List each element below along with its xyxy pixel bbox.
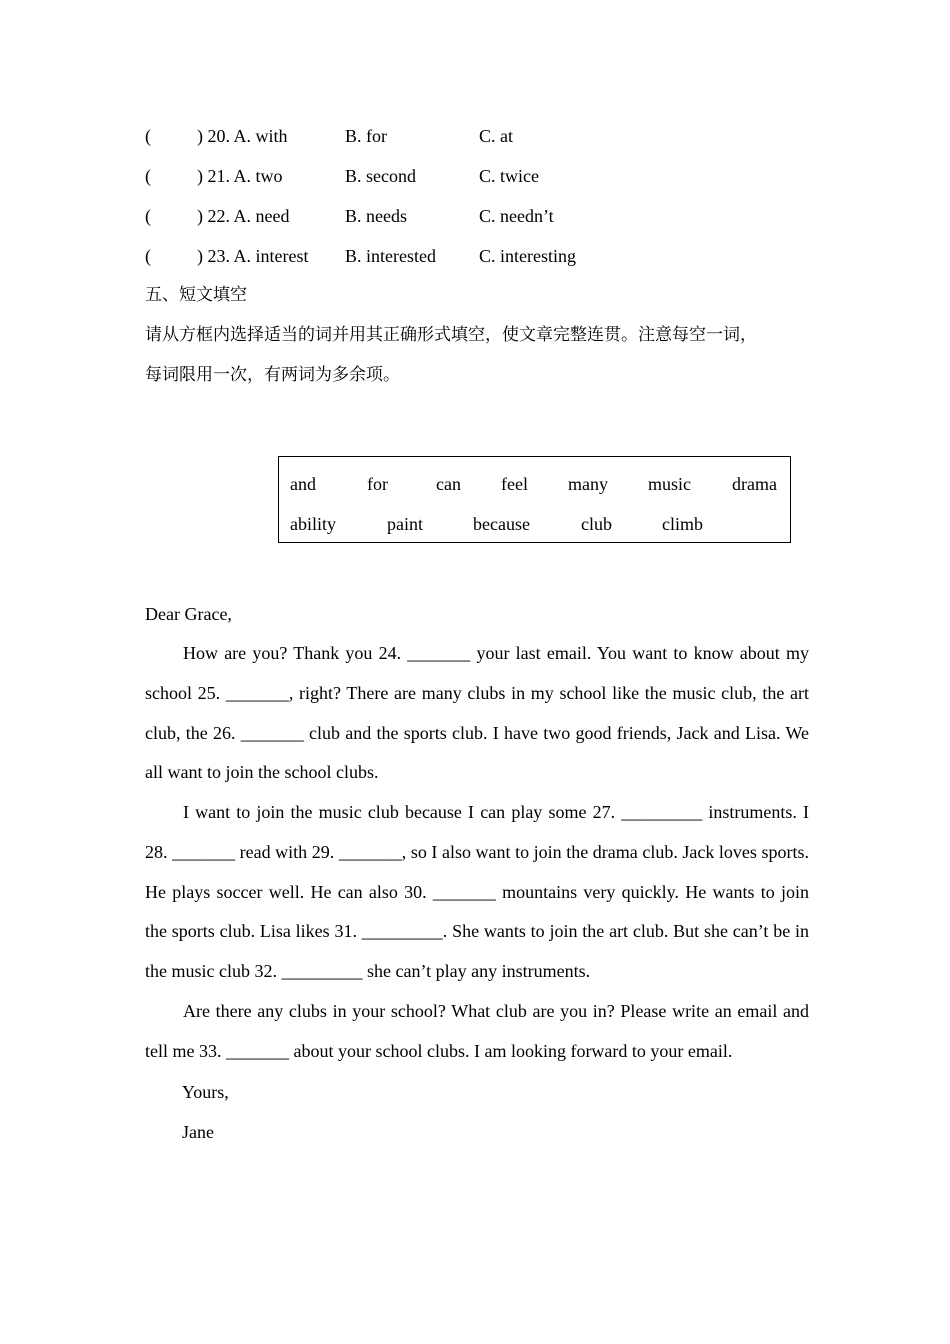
- answer-paren: (: [145, 206, 151, 226]
- word-bank-item: drama: [732, 474, 777, 494]
- option-b: B. for: [345, 126, 387, 146]
- option-c: C. needn’t: [479, 206, 554, 226]
- letter-paragraph-1: How are you? Thank you 24. _______ your last email. You want to know about my school 25. _______, right? There are many clubs in my school like the music club, the art club, the 26. _______ club and the sports club. I have two good friends, Jack and Lisa. We all want to join the school clubs.: [145, 643, 809, 783]
- word-bank-item: club: [581, 514, 612, 534]
- instructions-line-2: 每词限用一次，有两词为多余项。: [145, 365, 400, 385]
- answer-paren: (: [145, 246, 151, 266]
- option-a: ) 23. A. interest: [197, 246, 309, 266]
- word-bank-item: can: [436, 474, 461, 494]
- option-a: ) 21. A. two: [197, 166, 283, 186]
- option-b: B. interested: [345, 246, 436, 266]
- letter-signature: Jane: [182, 1122, 214, 1142]
- answer-paren: (: [145, 166, 151, 186]
- option-b: B. needs: [345, 206, 407, 226]
- word-bank-item: feel: [501, 474, 528, 494]
- option-c: C. at: [479, 126, 513, 146]
- option-a: ) 22. A. need: [197, 206, 290, 226]
- letter-paragraph-3: Are there any clubs in your school? What club are you in? Please write an email and tell me 33. _______ about your school clubs. I am looking forward to your email.: [145, 1001, 809, 1061]
- option-c: C. twice: [479, 166, 539, 186]
- word-bank-item: because: [473, 514, 530, 534]
- section-title: 五、短文填空: [145, 285, 247, 305]
- word-bank-item: many: [568, 474, 608, 494]
- word-bank-item: music: [648, 474, 691, 494]
- word-bank-item: for: [367, 474, 388, 494]
- answer-paren: (: [145, 126, 151, 146]
- option-b: B. second: [345, 166, 416, 186]
- word-bank-item: paint: [387, 514, 423, 534]
- word-bank-item: and: [290, 474, 316, 494]
- letter-closing: Yours,: [182, 1082, 229, 1102]
- instructions-line-1: 请从方框内选择适当的词并用其正确形式填空，使文章完整连贯。注意每空一词，: [145, 325, 757, 345]
- letter-greeting: Dear Grace,: [145, 604, 232, 624]
- option-a: ) 20. A. with: [197, 126, 288, 146]
- word-bank-box: [278, 456, 791, 543]
- word-bank-item: climb: [662, 514, 703, 534]
- letter-paragraph-2: I want to join the music club because I can play some 27. _________ instruments. I 28. _______ read with 29. _______, so I also want to join the drama club. Jack loves sports. He plays soccer well. He can also 30. _______ mountains very quickly. He wants to join the sports club. Lisa likes 31. _________. She wants to join the art club. But she can’t be in the music club 32. _________ she can’t play any instruments.: [145, 802, 809, 982]
- option-c: C. interesting: [479, 246, 576, 266]
- word-bank-item: ability: [290, 514, 336, 534]
